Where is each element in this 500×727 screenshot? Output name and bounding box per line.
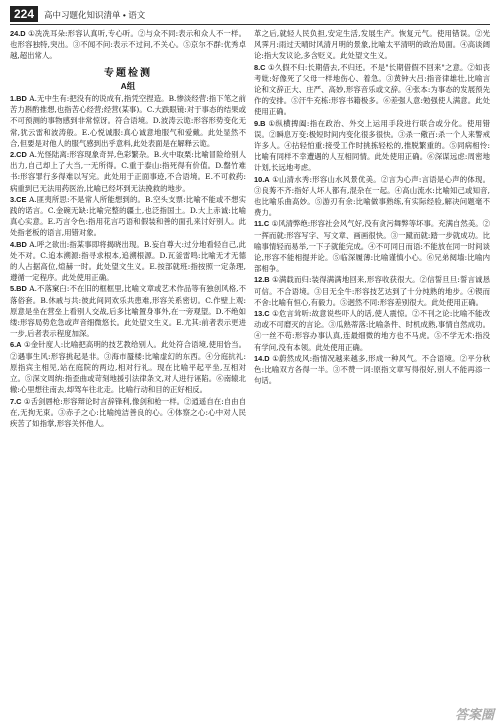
answer-entry: [10, 339, 246, 395]
answer-text: ①久假不归:长期借去,不归还。不是"长期借假不回来"之意。②如丧考妣:好像死了父母一样地伤心、着急。③黄钟大吕:指音律雄壮,比喻言论和文辞正大、庄严、高妙,形容音乐或文辞。④张本:为事态的发展预先作的安排。⑤汗牛充栋:形容书籍极多。⑥差强人意:勉强使人满意。此处使用正确。: [254, 62, 490, 117]
answer-entry: [254, 28, 490, 62]
answer-entry: [254, 353, 490, 387]
answer-entry: [10, 239, 246, 284]
answer-text: ①风清弊绝:形容社会风气好,没有贪污舞弊等坏事。充满自然美。②一挥而就:形容写字、写文章、画画很快。③一蹴而就:踏一步就成功。比喻事情轻而易举,一下子就能完成。④不可同日而语:不能放在同一时间谈论,形容不能相提并论。⑤临深履薄:比喻谨慎小心。⑥兄弟阋墙:比喻内部相争。: [254, 219, 490, 274]
question-number: 2.CD: [10, 150, 27, 160]
answer-text: ①满载而归:装得满满地回来,形容收获很大。②信誓旦旦:誓言诚恳可信。不合语境。③目无全牛:形容技艺达到了十分纯熟的地步。④锲而不舍:比喻有恒心,有毅力。⑤迥然不同:形容差别很大。此处使用正确。: [254, 275, 490, 307]
watermark-logo: 答案圈: [454, 707, 494, 722]
question-number: 14.D: [254, 353, 270, 363]
question-number: 6.A: [10, 340, 22, 350]
section-title: 专题检测: [104, 67, 152, 79]
subsection-title: A组: [120, 80, 136, 91]
question-number: 8.C: [254, 62, 266, 72]
answer-text: A.光怪陆离:形容现象奇异,色彩繁杂。B.火中取栗:比喻冒险给别人出力,自己却上了大当,一无所得。C.重于泰山:指死得有价值。D.罄竹难书:形容罪行多得难以写完。此处用于正面事迹,不合语境。E.不可救药:病重到已无法用药医治,比喻已经坏到无法挽救的地步。: [10, 150, 246, 193]
answer-text: ①山清水秀:形容山水风景优美。②言为心声:言语是心声的体现。③良莠不齐:指好人坏人都有,混杂在一起。④高山流水:比喻知己或知音,也比喻乐曲高妙。⑤游刃有余:比喻做事熟练,有实际经验,解决问题毫不费力。: [254, 174, 490, 218]
right-column: [254, 28, 490, 723]
question-number: 3.CE: [10, 194, 27, 204]
question-number: 11.C: [254, 219, 270, 229]
left-column: [10, 28, 246, 723]
answer-text: A.无中生有:把没有的说成有,指凭空捏造。B.惨淡经营:指下笔之前苦力斟酌推想,也指苦心经营;经营(某事)。C.大跌眼镜:对于事态的结果或不可预测的事物感到非常惊讶。符合语境。D.波涛云诡:形容形势变化无常,犹云雷和波涛般。E.心悦诚服:真心诚意地服气和爱戴。此处显然不合,但要是对他人的服气感到出乎意料,此处表面是在解释云诡。: [10, 94, 246, 148]
answer-text: ①舌剑唇枪:形容辩论时言辞锋利,像剑和枪一样。②逍遥自在:自由自在,无拘无束。③赤子之心:比喻纯洁善良的心。④体察之心:心中对人民疾苦了如指掌,形容关怀他人。: [10, 396, 246, 428]
running-title: 高中习题化知识清单 • 语文: [44, 10, 146, 20]
answer-text: A.呼之欲出:指某事即将揭晓出现。B.妄自尊大:过分地看轻自己,此处不对。C.追本溯源:指寻求根本,追溯根源。D.瓦釜雷鸣:比喻无才无德的人占据高位,煊赫一时。此处望文生义。E.按部就班:指按照一定条理,遵循一定程序。此处使用正确。: [10, 239, 246, 283]
question-number: 12.B: [254, 275, 270, 285]
question-number: 13.C: [254, 309, 270, 319]
answer-entry: [10, 194, 246, 239]
answer-entry: [254, 62, 490, 118]
answer-text: ①金针度人:比喻把高明的技艺教给别人。此处符合语境,使用恰当。②遇事生风:形容挑起是非。③海市蜃楼:比喻虚幻的东西。④分庭抗礼:原指宾主相见,站在庭院的两边,相对行礼。现在比喻平起平坐,互相对立。⑤深文周纳:指歪曲或苛刻地援引法律条文,对人进行诬陷。⑥南辕北辙:心里想往南去,却驾车往北走。比喻行动和目的正好相反。: [10, 340, 246, 395]
answer-entry: [10, 28, 246, 62]
answer-text: 革之后,就轻人民负担,安定生活,发展生产。恢复元气。使用错误。②光风霁月:雨过天晴时风清月明的景象,比喻太平清明的政治局面。④高谈阔论:指大发议论,多含贬义。此处望文生义。: [254, 29, 490, 61]
answer-text: ①冼冼耳朵:形容认真听,专心听。②与众不同:表示和众人不一样。也形容独特,突出。③不闻不问:表示不过问,不关心。⑤京尔不群:优秀卓越,超出常人。: [10, 29, 246, 61]
answer-entry: [254, 308, 490, 353]
content-columns: [10, 28, 490, 723]
question-number: 4.BD: [10, 239, 27, 249]
question-number: 9.B: [254, 118, 266, 128]
answer-entry: [254, 274, 490, 308]
question-number: 5.BD: [10, 284, 27, 294]
answer-entry: [10, 396, 246, 430]
answer-text: ①蔚然成风:指情况越来越多,形成一种风气。不合语境。②平分秋色:比喻双方各得一半。③不赞一词:原指文章写得很好,别人不能再添一句话。: [254, 353, 490, 386]
answer-text: ①纵横捭阖:指在政治、外交上运用手段进行联合或分化。使用错误。②瞬息万变:极短时间内变化很多很快。③杀一儆百:杀一个人来警戒许多人。④拈轻怕重:接受工作时挑拣轻松的,推脱繁重的。⑤同病相怜:比喻有同样不幸遭遇的人互相同情。此处使用正确。⑥深谋远虑:周密地计划,长远地考虑。: [254, 118, 490, 173]
page-number: 224: [10, 6, 38, 22]
answer-entry: [10, 93, 246, 149]
answer-entry: [254, 118, 490, 174]
answer-entry: [254, 218, 490, 274]
answer-text: A.匪夷所思:不是常人所能想到的。B.空头支票:比喻不能或不想实践的诺言。C.金碗无缺:比喻完整的疆土,也泛指国土。D.大上赤诚:比喻真心实意。E.巧言令色:指用花言巧语和假装和善的面孔来讨好别人。此处指老板的语言,用错对象。: [10, 194, 246, 238]
page-header: [10, 4, 490, 25]
answer-entry: [254, 174, 490, 219]
question-number: 1.BD: [10, 94, 27, 104]
answer-entry: [10, 149, 246, 194]
question-number: 24.D: [10, 29, 26, 38]
answer-text: A.不落窠臼:不在旧的框框里,比喻文章或艺术作品等有独创风格,不落俗套。B.休戚与共:彼此间同欢乐共患难,形容关系密切。C.作壁上观:原意是坐在营垒上看别人交战,后多比喻置身事外,在一旁观望。D.不绝如缕:形容局势危急或声音细微悠长。此处望文生义。E.尤其:前者表示更进一步,后者表示程度加深。: [10, 284, 246, 339]
answer-text: ①危言耸听:故意说些吓人的话,使人震惊。②不刊之论:比喻不能改动或不可磨灭的言论。③瓜熟蒂落:比喻条件、时机成熟,事情自然成功。④一丝不苟:形容办事认真,连最细微的地方也不马虎。⑤不学无术:指没有学问,没有本领。此处使用正确。: [254, 309, 490, 352]
question-number: 10.A: [254, 174, 270, 184]
answer-entry: [10, 283, 246, 339]
question-number: 7.C: [10, 396, 22, 406]
